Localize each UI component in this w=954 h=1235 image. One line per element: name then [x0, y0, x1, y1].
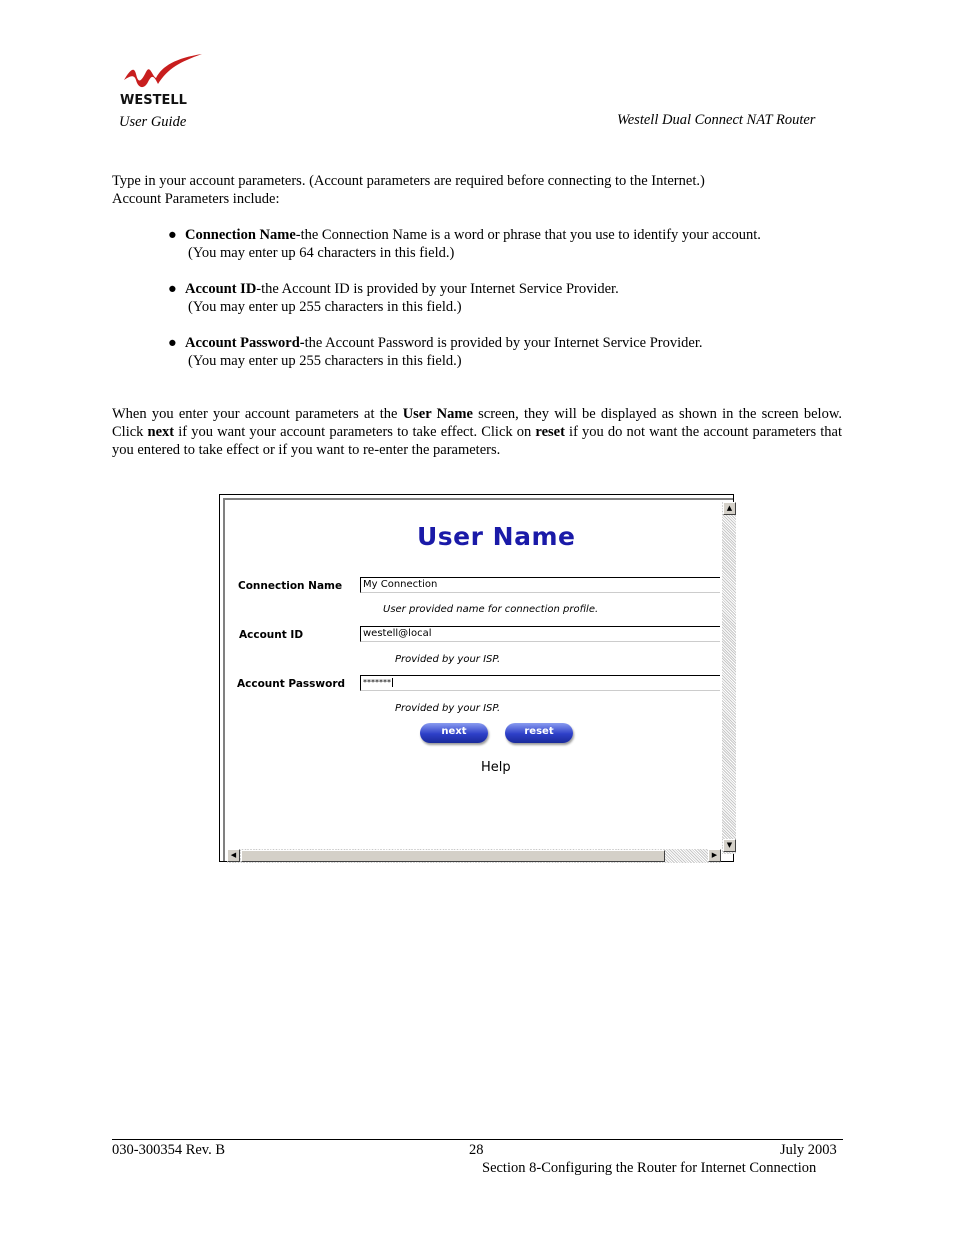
bullet-desc: -the Account ID is provided by your Internet Service Provider. — [256, 281, 619, 297]
scroll-up-icon[interactable]: ▲ — [723, 502, 736, 515]
footer-divider — [112, 1139, 843, 1140]
footer-section: Section 8-Configuring the Router for Internet Connection — [482, 1160, 817, 1176]
intro-line-1: Type in your account parameters. (Account parameters are required before connecting to the Internet.) — [112, 173, 705, 189]
bullet-account-id — [168, 280, 848, 316]
bullet-dot-icon: ● — [168, 335, 177, 351]
account-password-field[interactable] — [360, 675, 720, 691]
footer-date: July 2003 — [780, 1142, 837, 1158]
bullet-dot-icon: ● — [168, 227, 177, 243]
scroll-right-icon[interactable]: ▶ — [708, 849, 721, 862]
help-link[interactable]: Help — [481, 760, 511, 775]
westell-logo — [118, 54, 202, 108]
bullet-note: (You may enter up 255 characters in this field.) — [188, 353, 462, 369]
router-screenshot-window — [219, 494, 734, 862]
scroll-left-icon[interactable]: ◀ — [227, 849, 240, 862]
footer-page-number: 28 — [469, 1142, 484, 1158]
account-password-label: Account Password — [237, 678, 346, 690]
account-id-field[interactable]: westell@local — [360, 626, 720, 642]
explain-bold-reset: reset — [535, 424, 565, 440]
connection-name-hint: User provided name for connection profile. — [383, 604, 599, 615]
explain-bold-user-name: User Name — [402, 406, 473, 422]
connection-name-field[interactable]: My Connection — [360, 577, 720, 593]
explain-bold-next: next — [147, 424, 175, 440]
explain-text: When you enter your account parameters at the — [112, 406, 403, 422]
header-user-guide: User Guide — [119, 114, 187, 130]
intro-line-2: Account Parameters include: — [112, 191, 280, 207]
bullet-note: (You may enter up 64 characters in this field.) — [188, 245, 455, 261]
bullet-dot-icon: ● — [168, 281, 177, 297]
scroll-down-icon[interactable]: ▼ — [723, 839, 736, 852]
brand-wordmark: WESTELL — [120, 93, 187, 108]
connection-name-label: Connection Name — [238, 580, 343, 592]
bullet-account-password — [168, 334, 848, 370]
next-button[interactable]: next — [420, 723, 488, 743]
footer-doc-number: 030-300354 Rev. B — [112, 1142, 226, 1158]
password-mask: ******* — [363, 678, 391, 687]
account-id-label: Account ID — [239, 629, 304, 641]
horizontal-scroll-thumb[interactable] — [241, 850, 665, 862]
bullet-term: Connection Name — [185, 227, 296, 243]
bullet-note: (You may enter up 255 characters in this field.) — [188, 299, 462, 315]
bullet-connection-name — [168, 226, 848, 262]
horizontal-scrollbar[interactable] — [227, 849, 721, 863]
explanation-paragraph — [112, 405, 842, 459]
explain-text: screen, they will be displayed as shown in the screen below. Click — [112, 406, 842, 440]
form-title: User Name — [417, 522, 576, 551]
header-product-name: Westell Dual Connect NAT Router — [617, 112, 816, 128]
vertical-scrollbar[interactable] — [722, 502, 736, 854]
bullet-term: Account Password- — [185, 335, 305, 351]
intro-paragraph — [112, 172, 842, 208]
explain-text: if you want your account parameters to take effect. Click on — [174, 424, 536, 440]
reset-button[interactable]: reset — [505, 723, 573, 743]
browser-viewport — [223, 498, 733, 861]
account-password-hint: Provided by your ISP. — [395, 703, 501, 714]
explain-text: if you do not want the account parameters that you entered to take effect or if you want to re-enter the parameters. — [112, 424, 842, 458]
account-id-hint: Provided by your ISP. — [395, 654, 501, 665]
bullet-desc: -the Connection Name is a word or phrase that you use to identify your account. — [295, 227, 761, 243]
bullet-desc: the Account Password is provided by your Internet Service Provider. — [304, 335, 703, 351]
bullet-term: Account ID — [185, 281, 257, 297]
